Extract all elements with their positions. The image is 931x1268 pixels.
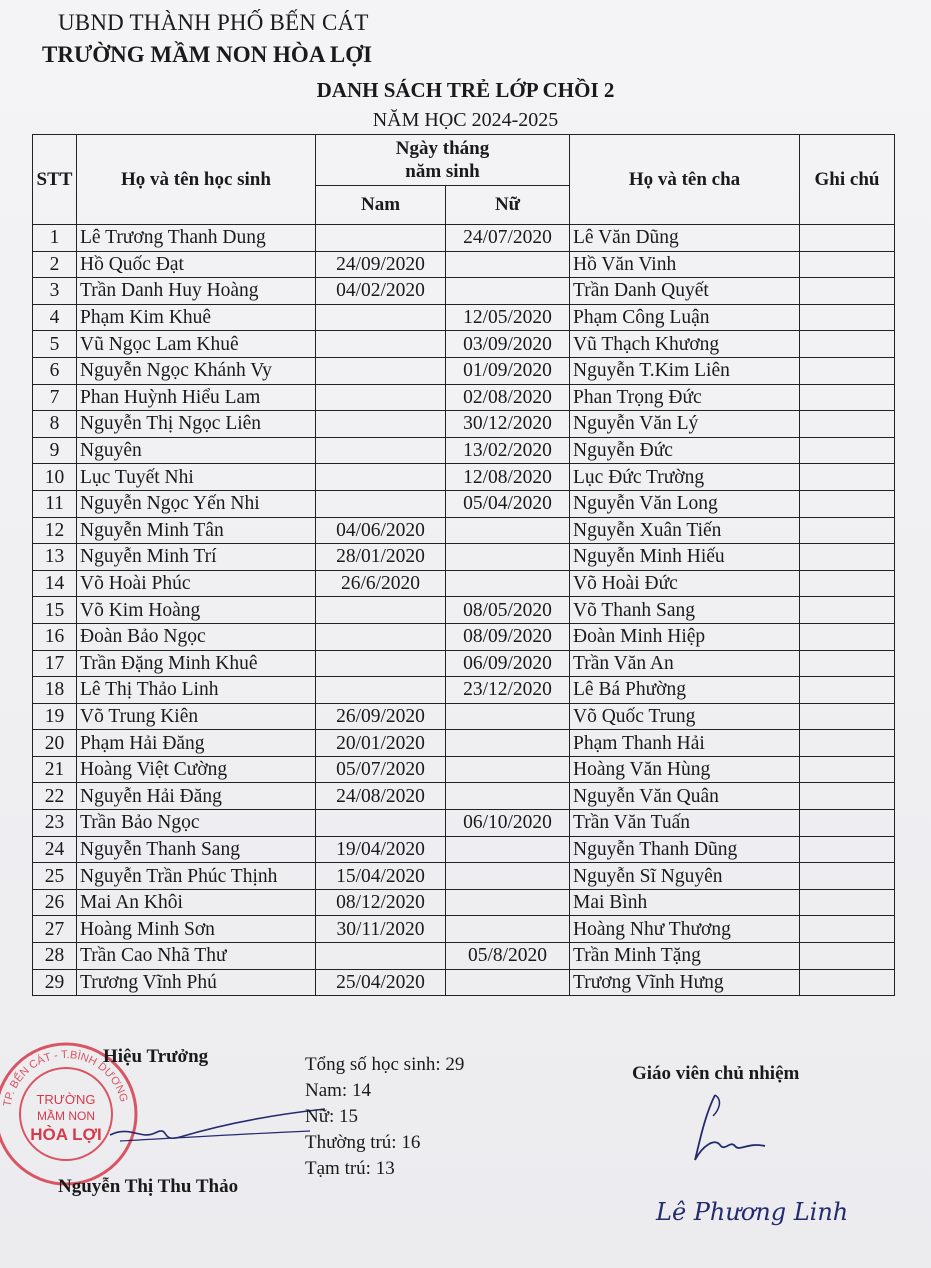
cell-student-name: Nguyễn Thanh Sang bbox=[77, 836, 316, 863]
cell-dob-female: 06/09/2020 bbox=[446, 650, 570, 677]
table-row bbox=[33, 384, 895, 411]
table-row bbox=[33, 437, 895, 464]
cell-stt: 29 bbox=[33, 969, 77, 996]
cell-father-name: Võ Hoài Đức bbox=[570, 570, 800, 597]
cell-dob-female: 08/09/2020 bbox=[446, 623, 570, 650]
cell-student-name: Trần Danh Huy Hoàng bbox=[77, 278, 316, 305]
cell-father-name: Nguyễn Thanh Dũng bbox=[570, 836, 800, 863]
cell-dob-female: 23/12/2020 bbox=[446, 677, 570, 704]
cell-student-name: Nguyễn Ngọc Yến Nhi bbox=[77, 490, 316, 517]
cell-dob-male: 19/04/2020 bbox=[316, 836, 446, 863]
cell-dob-male: 04/02/2020 bbox=[316, 278, 446, 305]
cell-note bbox=[800, 437, 895, 464]
cell-dob-female: 24/07/2020 bbox=[446, 225, 570, 252]
cell-note bbox=[800, 570, 895, 597]
cell-student-name: Trần Cao Nhã Thư bbox=[77, 943, 316, 970]
cell-father-name: Trần Văn Tuấn bbox=[570, 810, 800, 837]
table-row bbox=[33, 836, 895, 863]
student-table bbox=[32, 134, 895, 996]
teacher-signature-icon bbox=[685, 1090, 775, 1170]
cell-note bbox=[800, 490, 895, 517]
cell-dob-female bbox=[446, 863, 570, 890]
cell-student-name: Vũ Ngọc Lam Khuê bbox=[77, 331, 316, 358]
cell-note bbox=[800, 357, 895, 384]
table-row bbox=[33, 889, 895, 916]
cell-father-name: Trần Minh Tặng bbox=[570, 943, 800, 970]
cell-note bbox=[800, 251, 895, 278]
list-title bbox=[0, 78, 931, 103]
table-row bbox=[33, 225, 895, 252]
cell-note bbox=[800, 969, 895, 996]
cell-note bbox=[800, 464, 895, 491]
cell-father-name: Nguyễn Văn Long bbox=[570, 490, 800, 517]
cell-stt: 11 bbox=[33, 490, 77, 517]
table-row bbox=[33, 703, 895, 730]
cell-dob-female bbox=[446, 783, 570, 810]
cell-dob-male bbox=[316, 304, 446, 331]
cell-stt: 24 bbox=[33, 836, 77, 863]
cell-dob-male bbox=[316, 384, 446, 411]
cell-dob-male: 08/12/2020 bbox=[316, 889, 446, 916]
cell-father-name: Nguyễn Văn Lý bbox=[570, 411, 800, 438]
cell-dob-male bbox=[316, 357, 446, 384]
cell-father-name: Phạm Thanh Hải bbox=[570, 730, 800, 757]
cell-stt: 14 bbox=[33, 570, 77, 597]
cell-dob-male bbox=[316, 225, 446, 252]
cell-note bbox=[800, 278, 895, 305]
table-row bbox=[33, 810, 895, 837]
cell-father-name: Hoàng Văn Hùng bbox=[570, 756, 800, 783]
authority-heading: UBND THÀNH PHỐ BẾN CÁT bbox=[58, 10, 369, 35]
cell-student-name: Trương Vĩnh Phú bbox=[77, 969, 316, 996]
col-header-father: Họ và tên cha bbox=[570, 135, 800, 225]
cell-student-name: Nguyễn Minh Trí bbox=[77, 544, 316, 571]
cell-dob-female bbox=[446, 544, 570, 571]
cell-dob-male bbox=[316, 464, 446, 491]
cell-note bbox=[800, 783, 895, 810]
cell-student-name: Hoàng Minh Sơn bbox=[77, 916, 316, 943]
cell-stt: 22 bbox=[33, 783, 77, 810]
principal-name: Nguyễn Thị Thu Thảo bbox=[58, 1176, 239, 1197]
table-row bbox=[33, 863, 895, 890]
cell-stt: 15 bbox=[33, 597, 77, 624]
col-header-stt: STT bbox=[33, 135, 77, 225]
cell-note bbox=[800, 331, 895, 358]
cell-note bbox=[800, 650, 895, 677]
cell-dob-female bbox=[446, 570, 570, 597]
cell-note bbox=[800, 863, 895, 890]
stamp-line2: MẦM NON bbox=[37, 1109, 95, 1123]
cell-student-name: Nguyên bbox=[77, 437, 316, 464]
cell-father-name: Trần Văn An bbox=[570, 650, 800, 677]
table-row bbox=[33, 331, 895, 358]
cell-dob-female bbox=[446, 889, 570, 916]
cell-dob-male: 28/01/2020 bbox=[316, 544, 446, 571]
principal-label: Hiệu Trưởng bbox=[103, 1046, 209, 1067]
cell-father-name: Hồ Văn Vinh bbox=[570, 251, 800, 278]
list-title-text: DANH SÁCH TRẺ LỚP CHỒI 2 bbox=[316, 78, 615, 102]
cell-stt: 5 bbox=[33, 331, 77, 358]
cell-dob-female bbox=[446, 251, 570, 278]
cell-dob-female bbox=[446, 916, 570, 943]
table-row bbox=[33, 756, 895, 783]
col-header-dob-line1: Ngày tháng bbox=[395, 138, 490, 159]
cell-stt: 10 bbox=[33, 464, 77, 491]
cell-stt: 1 bbox=[33, 225, 77, 252]
cell-stt: 25 bbox=[33, 863, 77, 890]
table-row bbox=[33, 304, 895, 331]
cell-dob-female: 01/09/2020 bbox=[446, 357, 570, 384]
school-year bbox=[0, 109, 931, 132]
cell-stt: 28 bbox=[33, 943, 77, 970]
cell-father-name: Võ Quốc Trung bbox=[570, 703, 800, 730]
cell-student-name: Lục Tuyết Nhi bbox=[77, 464, 316, 491]
cell-dob-female: 12/08/2020 bbox=[446, 464, 570, 491]
teacher-label: Giáo viên chủ nhiệm bbox=[632, 1063, 800, 1084]
cell-dob-female: 12/05/2020 bbox=[446, 304, 570, 331]
class-statistics bbox=[305, 1052, 464, 1182]
cell-dob-female: 05/8/2020 bbox=[446, 943, 570, 970]
stat-temporary: Tạm trú: 13 bbox=[305, 1158, 395, 1179]
col-header-name: Họ và tên học sinh bbox=[77, 135, 316, 225]
cell-student-name: Lê Trương Thanh Dung bbox=[77, 225, 316, 252]
table-row bbox=[33, 411, 895, 438]
cell-student-name: Đoàn Bảo Ngọc bbox=[77, 623, 316, 650]
cell-father-name: Nguyễn Minh Hiếu bbox=[570, 544, 800, 571]
cell-student-name: Trần Đặng Minh Khuê bbox=[77, 650, 316, 677]
cell-student-name: Võ Hoài Phúc bbox=[77, 570, 316, 597]
table-row bbox=[33, 623, 895, 650]
cell-note bbox=[800, 304, 895, 331]
stat-male: Nam: 14 bbox=[305, 1080, 371, 1101]
cell-father-name: Lê Bá Phường bbox=[570, 677, 800, 704]
cell-dob-female: 02/08/2020 bbox=[446, 384, 570, 411]
cell-dob-male bbox=[316, 810, 446, 837]
stamp-line1: TRƯỜNG bbox=[36, 1092, 96, 1107]
cell-father-name: Trần Danh Quyết bbox=[570, 278, 800, 305]
cell-stt: 27 bbox=[33, 916, 77, 943]
cell-student-name: Nguyễn Thị Ngọc Liên bbox=[77, 411, 316, 438]
cell-father-name: Phan Trọng Đức bbox=[570, 384, 800, 411]
stat-permanent: Thường trú: 16 bbox=[305, 1132, 421, 1153]
cell-dob-male bbox=[316, 623, 446, 650]
table-row bbox=[33, 278, 895, 305]
cell-note bbox=[800, 889, 895, 916]
cell-note bbox=[800, 225, 895, 252]
teacher-name: Lê Phương Linh bbox=[656, 1198, 849, 1226]
cell-note bbox=[800, 916, 895, 943]
col-header-female: Nữ bbox=[446, 186, 570, 225]
cell-dob-male bbox=[316, 331, 446, 358]
cell-note bbox=[800, 756, 895, 783]
cell-student-name: Phạm Hải Đăng bbox=[77, 730, 316, 757]
table-row bbox=[33, 544, 895, 571]
stamp-ring-text: TP. BẾN CÁT - T.BÌNH DƯƠNG bbox=[1, 1048, 130, 1108]
cell-stt: 16 bbox=[33, 623, 77, 650]
cell-dob-female: 08/05/2020 bbox=[446, 597, 570, 624]
cell-stt: 18 bbox=[33, 677, 77, 704]
cell-dob-male: 30/11/2020 bbox=[316, 916, 446, 943]
col-header-dob bbox=[316, 135, 570, 186]
cell-father-name: Đoàn Minh Hiệp bbox=[570, 623, 800, 650]
cell-note bbox=[800, 703, 895, 730]
cell-father-name: Trương Vĩnh Hưng bbox=[570, 969, 800, 996]
col-header-dob-line2: năm sinh bbox=[405, 161, 480, 182]
cell-note bbox=[800, 623, 895, 650]
cell-stt: 8 bbox=[33, 411, 77, 438]
cell-stt: 17 bbox=[33, 650, 77, 677]
cell-dob-male bbox=[316, 677, 446, 704]
student-rows bbox=[33, 225, 895, 996]
cell-note bbox=[800, 411, 895, 438]
cell-student-name: Nguyễn Hải Đăng bbox=[77, 783, 316, 810]
cell-dob-female: 30/12/2020 bbox=[446, 411, 570, 438]
cell-stt: 9 bbox=[33, 437, 77, 464]
cell-dob-male: 24/08/2020 bbox=[316, 783, 446, 810]
cell-father-name: Nguyễn Sĩ Nguyên bbox=[570, 863, 800, 890]
cell-dob-female bbox=[446, 278, 570, 305]
table-row bbox=[33, 597, 895, 624]
cell-stt: 21 bbox=[33, 756, 77, 783]
table-row bbox=[33, 943, 895, 970]
cell-note bbox=[800, 943, 895, 970]
cell-dob-male: 25/04/2020 bbox=[316, 969, 446, 996]
cell-dob-female: 13/02/2020 bbox=[446, 437, 570, 464]
cell-stt: 2 bbox=[33, 251, 77, 278]
cell-student-name: Phan Huỳnh Hiểu Lam bbox=[77, 384, 316, 411]
stamp-line3: HÒA LỢI bbox=[30, 1125, 102, 1144]
table-row bbox=[33, 916, 895, 943]
cell-note bbox=[800, 517, 895, 544]
cell-dob-male bbox=[316, 597, 446, 624]
cell-dob-male: 05/07/2020 bbox=[316, 756, 446, 783]
cell-dob-male: 15/04/2020 bbox=[316, 863, 446, 890]
cell-father-name: Lục Đức Trường bbox=[570, 464, 800, 491]
table-row bbox=[33, 783, 895, 810]
cell-dob-female bbox=[446, 756, 570, 783]
cell-note bbox=[800, 597, 895, 624]
cell-dob-female: 03/09/2020 bbox=[446, 331, 570, 358]
col-header-male: Nam bbox=[316, 186, 446, 225]
cell-student-name: Nguyễn Minh Tân bbox=[77, 517, 316, 544]
cell-father-name: Hoàng Như Thương bbox=[570, 916, 800, 943]
cell-dob-male: 04/06/2020 bbox=[316, 517, 446, 544]
cell-dob-female bbox=[446, 969, 570, 996]
cell-student-name: Phạm Kim Khuê bbox=[77, 304, 316, 331]
cell-dob-female bbox=[446, 730, 570, 757]
table-row bbox=[33, 570, 895, 597]
cell-dob-male: 20/01/2020 bbox=[316, 730, 446, 757]
table-row bbox=[33, 969, 895, 996]
cell-dob-female bbox=[446, 517, 570, 544]
cell-dob-female: 05/04/2020 bbox=[446, 490, 570, 517]
cell-stt: 13 bbox=[33, 544, 77, 571]
cell-dob-female bbox=[446, 836, 570, 863]
cell-student-name: Trần Bảo Ngọc bbox=[77, 810, 316, 837]
cell-dob-female: 06/10/2020 bbox=[446, 810, 570, 837]
cell-father-name: Nguyễn T.Kim Liên bbox=[570, 357, 800, 384]
col-header-note: Ghi chú bbox=[800, 135, 895, 225]
cell-father-name: Mai Bình bbox=[570, 889, 800, 916]
cell-dob-male bbox=[316, 437, 446, 464]
stat-total: Tổng số học sinh: 29 bbox=[305, 1054, 465, 1075]
cell-stt: 12 bbox=[33, 517, 77, 544]
cell-dob-male: 26/09/2020 bbox=[316, 703, 446, 730]
cell-dob-male bbox=[316, 490, 446, 517]
table-row bbox=[33, 677, 895, 704]
cell-stt: 20 bbox=[33, 730, 77, 757]
cell-father-name: Nguyễn Văn Quân bbox=[570, 783, 800, 810]
cell-father-name: Nguyễn Đức bbox=[570, 437, 800, 464]
cell-dob-male bbox=[316, 411, 446, 438]
cell-student-name: Hoàng Việt Cường bbox=[77, 756, 316, 783]
cell-stt: 26 bbox=[33, 889, 77, 916]
table-row bbox=[33, 490, 895, 517]
cell-dob-male: 26/6/2020 bbox=[316, 570, 446, 597]
cell-stt: 3 bbox=[33, 278, 77, 305]
school-heading: TRƯỜNG MẦM NON HÒA LỢI bbox=[42, 42, 373, 67]
cell-father-name: Lê Văn Dũng bbox=[570, 225, 800, 252]
table-row bbox=[33, 251, 895, 278]
cell-dob-male bbox=[316, 943, 446, 970]
cell-dob-female bbox=[446, 703, 570, 730]
principal-signature-icon bbox=[100, 1095, 330, 1155]
cell-father-name: Nguyễn Xuân Tiến bbox=[570, 517, 800, 544]
table-row bbox=[33, 517, 895, 544]
cell-student-name: Võ Trung Kiên bbox=[77, 703, 316, 730]
cell-note bbox=[800, 384, 895, 411]
cell-student-name: Hồ Quốc Đạt bbox=[77, 251, 316, 278]
cell-dob-male bbox=[316, 650, 446, 677]
table-row bbox=[33, 357, 895, 384]
cell-note bbox=[800, 730, 895, 757]
cell-note bbox=[800, 810, 895, 837]
cell-father-name: Võ Thanh Sang bbox=[570, 597, 800, 624]
cell-stt: 6 bbox=[33, 357, 77, 384]
table-row bbox=[33, 650, 895, 677]
cell-stt: 19 bbox=[33, 703, 77, 730]
cell-note bbox=[800, 544, 895, 571]
cell-student-name: Nguyễn Ngọc Khánh Vy bbox=[77, 357, 316, 384]
cell-student-name: Lê Thị Thảo Linh bbox=[77, 677, 316, 704]
school-year-text: NĂM HỌC 2024-2025 bbox=[372, 109, 559, 131]
cell-note bbox=[800, 836, 895, 863]
table-row bbox=[33, 464, 895, 491]
cell-father-name: Phạm Công Luận bbox=[570, 304, 800, 331]
table-row bbox=[33, 730, 895, 757]
cell-dob-male: 24/09/2020 bbox=[316, 251, 446, 278]
stat-female: Nữ: 15 bbox=[305, 1106, 359, 1127]
cell-note bbox=[800, 677, 895, 704]
cell-stt: 7 bbox=[33, 384, 77, 411]
cell-student-name: Mai An Khôi bbox=[77, 889, 316, 916]
cell-student-name: Võ Kim Hoàng bbox=[77, 597, 316, 624]
cell-student-name: Nguyễn Trần Phúc Thịnh bbox=[77, 863, 316, 890]
cell-stt: 4 bbox=[33, 304, 77, 331]
cell-father-name: Vũ Thạch Khương bbox=[570, 331, 800, 358]
cell-stt: 23 bbox=[33, 810, 77, 837]
